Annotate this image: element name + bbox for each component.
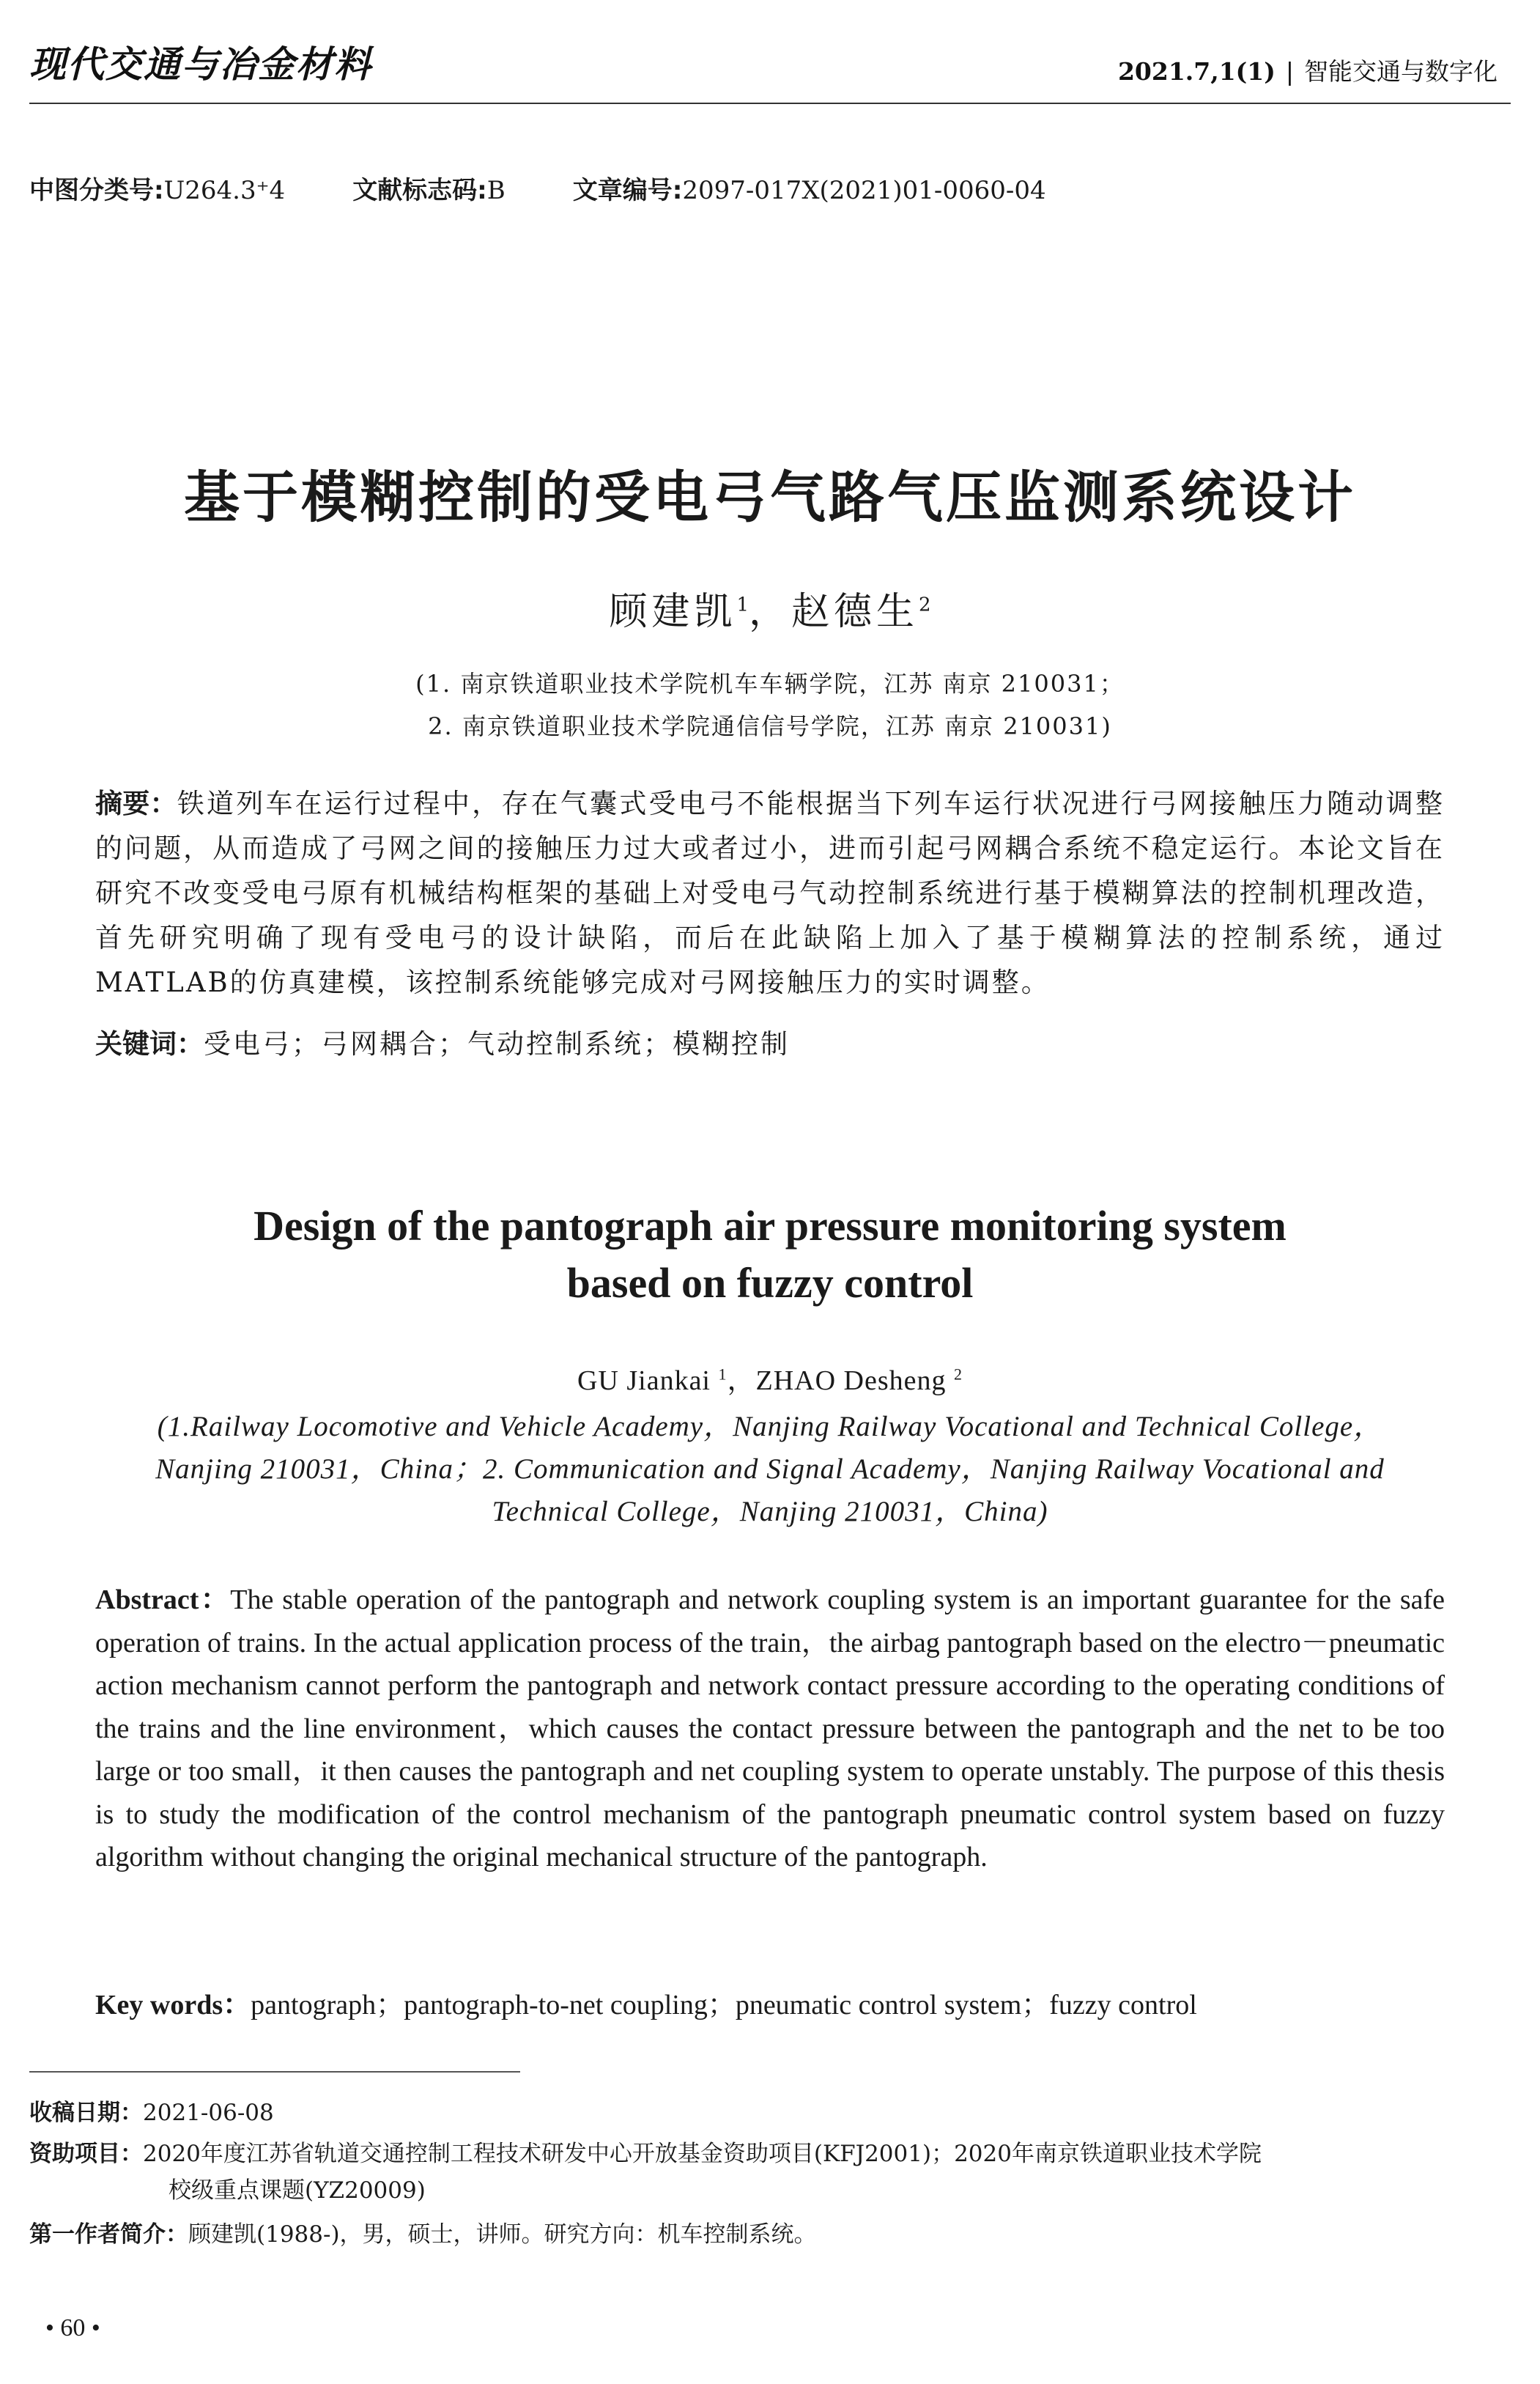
abstract-cn-label: 摘要： <box>95 788 177 819</box>
funding-line-2: 校级重点课题(YZ20009) <box>169 2177 426 2204</box>
author-2-en: ZHAO Desheng <box>755 1365 947 1396</box>
title-english <box>0 1197 1540 1312</box>
title-en-line-1: Design of the pantograph air pressure monitoring system <box>253 1202 1287 1250</box>
issue-date: 2021.7,1(1) <box>1117 57 1276 86</box>
funding-line-1: 2020年度江苏省轨道交通控制工程技术研发中心开放基金资助项目(KFJ2001)；2020年南京铁道职业技术学院 <box>143 2141 1262 2167</box>
header-separator: | <box>1285 57 1294 86</box>
author-2-cn-sup: 2 <box>919 594 931 616</box>
footnote-author <box>29 2216 1495 2253</box>
article-number-label: 文章编号: <box>572 176 683 205</box>
footnote-rule <box>29 2071 520 2073</box>
authors-chinese <box>0 580 1540 635</box>
author-1-cn-sup: 1 <box>736 594 749 616</box>
author-2-cn: 赵德生 <box>791 590 919 634</box>
footnote-received <box>29 2095 1495 2131</box>
author-1-cn: 顾建凯 <box>609 590 737 634</box>
received-label: 收稿日期： <box>29 2100 143 2126</box>
affiliation-cn-1: (1. 南京铁道职业技术学院机车车辆学院，江苏 南京 210031； <box>415 670 1125 698</box>
title-en-line-2: based on fuzzy control <box>566 1259 974 1307</box>
header-rule <box>29 103 1511 104</box>
first-author-label: 第一作者简介： <box>29 2221 188 2248</box>
keywords-cn-text: 受电弓；弓网耦合；气动控制系统；模糊控制 <box>204 1028 790 1060</box>
footnote-funding <box>29 2136 1495 2209</box>
doc-code-label: 文献标志码: <box>352 176 487 205</box>
author-2-en-sup: 2 <box>954 1365 963 1384</box>
first-author-value: 顾建凯(1988-)，男，硕士，讲师。研究方向：机车控制系统。 <box>188 2221 817 2248</box>
article-number-value: 2097-017X(2021)01-0060-04 <box>682 176 1046 205</box>
page-number: • 60 • <box>45 2314 100 2341</box>
affiliation-en-line-3: Technical College，Nanjing 210031，China) <box>492 1496 1048 1527</box>
section-name: 智能交通与数字化 <box>1304 57 1498 86</box>
author-separator-en: ， <box>727 1365 756 1396</box>
affiliation-en-line-1: (1.Railway Locomotive and Vehicle Academy，Nanjing Railway Vocational and Technical College， <box>157 1411 1383 1442</box>
doc-code-value: B <box>486 176 506 205</box>
keywords-cn-label: 关键词： <box>95 1028 204 1060</box>
author-1-en-sup: 1 <box>718 1365 728 1384</box>
clc-value: U264.3⁺4 <box>163 176 286 205</box>
keywords-english <box>95 1982 1445 2022</box>
title-chinese: 基于模糊控制的受电弓气路气压监测系统设计 <box>184 465 1356 530</box>
classification-line <box>29 170 1046 206</box>
keywords-chinese <box>95 1022 1445 1061</box>
keywords-en-text: pantograph；pantograph-to-net coupling；pneumatic control system；fuzzy control <box>251 1990 1197 2021</box>
received-value: 2021-06-08 <box>143 2100 274 2126</box>
author-1-en: GU Jiankai <box>577 1365 711 1396</box>
running-header <box>1118 53 1498 87</box>
authors-english <box>0 1357 1540 1398</box>
abstract-cn-text: 铁道列车在运行过程中，存在气囊式受电弓不能根据当下列车运行状况进行弓网接触压力随动调整的问题，从而造成了弓网之间的接触压力过大或者过小，进而引起弓网耦合系统不稳定运行。本论文旨在研究不改变受电弓原有机械结构框架的基础上对受电弓气动控制系统进行基于模糊算法的控制机理改造，首先研究明确了现有受电弓的设计缺陷，而后在此缺陷上加入了基于模糊算法的控制系统，通过MATLAB的仿真建模，该控制系统能够完成对弓网接触压力的实时调整。 <box>95 788 1445 998</box>
affiliation-en-line-2: Nanjing 210031，China；2. Communication and Signal Academy，Nanjing Railway Vocational and <box>155 1453 1385 1485</box>
keywords-en-label: Key words： <box>95 1990 251 2021</box>
affiliations-english <box>44 1406 1496 1533</box>
author-separator-cn: ， <box>748 590 791 634</box>
abstract-chinese <box>95 781 1445 1005</box>
clc-label: 中图分类号: <box>29 176 164 205</box>
abstract-en-label: Abstract： <box>95 1584 231 1615</box>
affiliation-cn-2: 2. 南京铁道职业技术学院通信信号学院，江苏 南京 210031) <box>428 712 1112 740</box>
funding-label: 资助项目： <box>29 2141 143 2167</box>
journal-logo: 现代交通与冶金材料 <box>29 43 372 86</box>
abstract-english <box>95 1579 1445 1879</box>
abstract-en-text: The stable operation of the pantograph and network coupling system is an important guarantee for the safe operation of trains. In the actual application process of the train，the airbag pantograph based on the electro－pneumatic action mechanism cannot perform the pantograph and network contact pressure according to the operating conditions of the trains and the line environment，which causes the contact pressure between the pantograph and the net to be too large or too small，it then causes the pantograph and net coupling system to operate unstably. The purpose of this thesis is to study the modification of the control mechanism of the pantograph pneumatic control system based on fuzzy algorithm without changing the original mechanical structure of the pantograph. <box>95 1584 1445 1872</box>
